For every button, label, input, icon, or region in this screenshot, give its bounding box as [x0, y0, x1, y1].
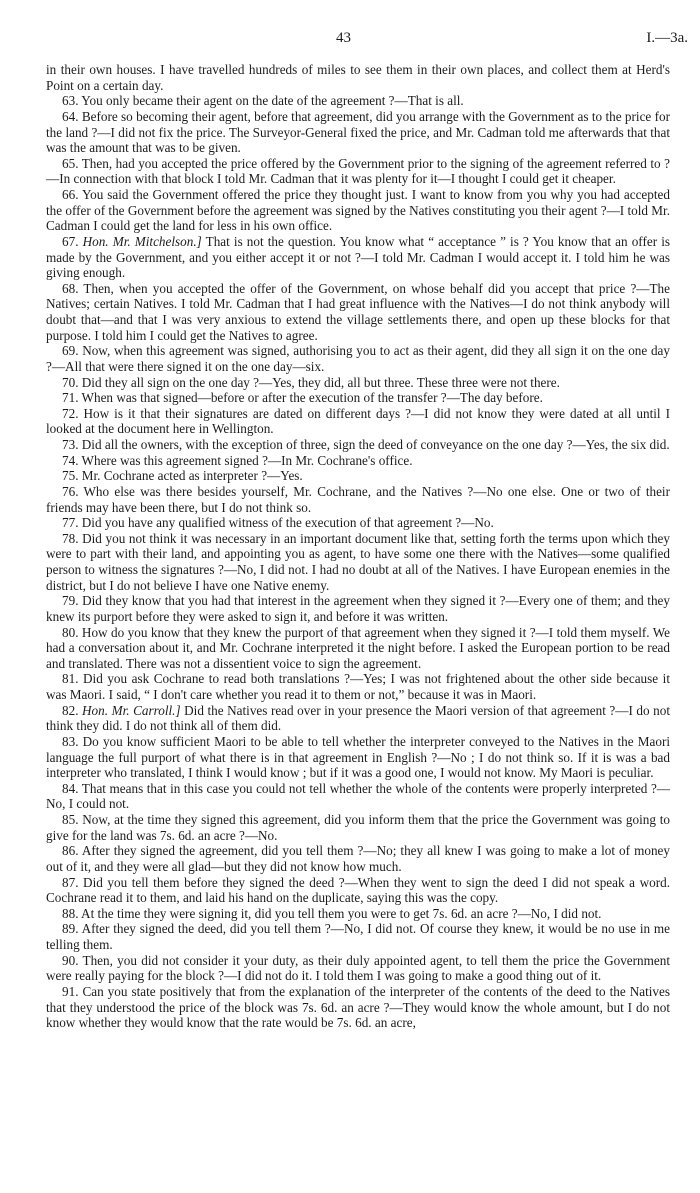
question-answer-paragraph — [46, 234, 670, 281]
question-answer-paragraph: 84. That means that in this case you could not tell whether the whole of the contents were properly interpreted ?—No, I could not. — [46, 780, 670, 812]
question-answer-paragraph: 69. Now, when this agreement was signed, authorising you to act as their agent, did they all sign it on the one day ?—All that were there signed it on the one day—six. — [46, 343, 670, 374]
question-answer-paragraph: 75. Mr. Cochrane acted as interpreter ?—Yes. — [62, 468, 303, 484]
question-answer-paragraph: 81. Did you ask Cochrane to read both translations ?—Yes; I was not frightened about the other side because it was Maori. I said, “ I don't care whether you read it to them or not,” because it was in Maori. — [46, 671, 670, 702]
question-answer-paragraph: 71. When was that signed—before or after the execution of the transfer ?—The day before. — [62, 390, 543, 406]
question-answer-paragraph: 80. How do you know that they knew the purport of that agreement when they signed it ?—I told them myself. We had a conversation about it, and Mr. Cochrane interpreted it the night before. I asked the European portion to be read and translated. There was not a dissentient voice to sign the agreement. — [46, 624, 670, 671]
question-number: 82. — [62, 702, 83, 718]
page-number: 43 — [336, 30, 351, 46]
question-answer-paragraph: 70. Did they all sign on the one day ?—Yes, they did, all but three. These three were not there. — [62, 374, 560, 390]
question-answer-paragraph: 90. Then, you did not consider it your duty, as their duly appointed agent, to tell them the price the Government were really paying for the block ?—I did not do it. I told them I was going to make a good thing out of it. — [46, 952, 670, 984]
page-header — [0, 30, 700, 50]
question-number: 67. — [62, 233, 83, 249]
question-answer-paragraph: 76. Who else was there besides yourself, Mr. Cochrane, and the Natives ?—No one else. One or two of their friends may have been there, but I do not think so. — [46, 483, 670, 515]
question-answer-paragraph: 88. At the time they were signing it, did you tell them you were to get 7s. 6d. an acre ?—No, I did not. — [62, 905, 602, 921]
question-answer-paragraph: 87. Did you tell them before they signed the deed ?—When they went to sign the deed I did not speak a word. Cochrane read it to them, and laid his hand on the duplicate, saying this was the copy. — [46, 874, 670, 906]
speaker-name: Hon. Mr. Carroll.] — [82, 702, 181, 718]
document-reference: I.—3a. — [646, 30, 688, 46]
question-answer-paragraph: 68. Then, when you accepted the offer of the Government, on whose behalf did you accept that price ?—The Natives; certain Natives. I told Mr. Cadman that I had great influence with the Natives—I do not think anybody will doubt that—and that I was very anxious to extend the village settlements there, and open up these blocks for that purpose. I told him I could get the Natives to agree. — [46, 280, 670, 343]
question-answer-paragraph: 64. Before so becoming their agent, before that agreement, did you arrange with the Government as to the price for the land ?—I did not fix the price. The Surveyor-General fixed the price, and Mr. Cadman told me afterwards that that was the amount that was to be given. — [46, 108, 670, 156]
question-answer-paragraph: 74. Where was this agreement signed ?—In Mr. Cochrane's office. — [62, 452, 413, 468]
question-answer-paragraph: 91. Can you state positively that from the explanation of the interpreter of the contents of the deed to the Natives that they understood the price of the block was 7s. 6d. an acre ?—They would know the whole amount, but I do not know whether they would know that the rate would be 7s. 6d. an acre, — [46, 983, 670, 1031]
paragraph-text: Did the Natives read over in your presence the Maori version of that agreement ?—I do not think they did. I do not think all of them did. — [46, 702, 670, 734]
paragraph-continuation: in their own houses. I have travelled hundreds of miles to see them in their own places, and collect them at Herd's Point on a certain day. — [46, 62, 670, 93]
question-answer-paragraph: 65. Then, had you accepted the price offered by the Government prior to the signing of the agreement referred to ?—In connection with that block I told Mr. Cadman that it was plenty for it—I thought I could get it cheaper. — [46, 155, 670, 187]
question-answer-paragraph: 66. You said the Government offered the price they thought just. I want to know from you why you had accepted the offer of the Government before the agreement was signed by the Natives constituting you their agent ?—I told Mr. Cadman I could get the land for less in his own office. — [46, 187, 670, 234]
testimony-body — [46, 62, 670, 1031]
question-answer-paragraph — [46, 703, 670, 734]
paragraph-text: That is not the question. You know what “ acceptance ” is ? You know that an offer is made by the Government, and you either accept it or not ?—I told Mr. Cadman I would accept it. I told him he was giving enough. — [46, 233, 670, 281]
question-answer-paragraph: 83. Do you know sufficient Maori to be able to tell whether the interpreter conveyed to the Natives in the Maori language the full purport of what there is in that agreement in English ?—No ; I do not think so. If it is was a bad interpreter who translated, I think I would know ; but if it was a good one, I would not know. My Maori is peculiar. — [46, 733, 670, 781]
question-answer-paragraph: 89. After they signed the deed, did you tell them ?—No, I did not. Of course they knew, it would be no use in me telling them. — [46, 921, 670, 952]
question-answer-paragraph: 73. Did all the owners, with the exception of three, sign the deed of conveyance on the one day ?—Yes, the six did. — [62, 437, 670, 452]
question-answer-paragraph: 72. How is it that their signatures are dated on different days ?—I did not know they were dated at all until I looked at the document here in Wellington. — [46, 405, 670, 437]
question-answer-paragraph: 86. After they signed the agreement, did you tell them ?—No; they all knew I was going to make a lot of money out of it, and they were all glad—but they did not know how much. — [46, 843, 670, 874]
speaker-name: Hon. Mr. Mitchelson.] — [82, 233, 202, 249]
question-answer-paragraph: 77. Did you have any qualified witness of the execution of that agreement ?—No. — [62, 515, 494, 531]
question-answer-paragraph: 79. Did they know that you had that interest in the agreement when they signed it ?—Every one of them; and they knew its purport before they were asked to sign it, and before it was written. — [46, 593, 670, 624]
question-answer-paragraph: 85. Now, at the time they signed this agreement, did you inform them that the price the Government was going to give for the land was 7s. 6d. an acre ?—No. — [46, 812, 670, 843]
question-answer-paragraph: 78. Did you not think it was necessary in an important document like that, setting forth the terms upon which they were to part with their land, and appointing you as agent, to have some one there with the Natives—some qualified person to witness the signatures ?—No, I did not. I had no doubt at all of the Natives. I have European enemies in the district, but I do not believe I have one Native enemy. — [46, 530, 670, 593]
question-answer-paragraph: 63. You only became their agent on the date of the agreement ?—That is all. — [62, 93, 464, 109]
